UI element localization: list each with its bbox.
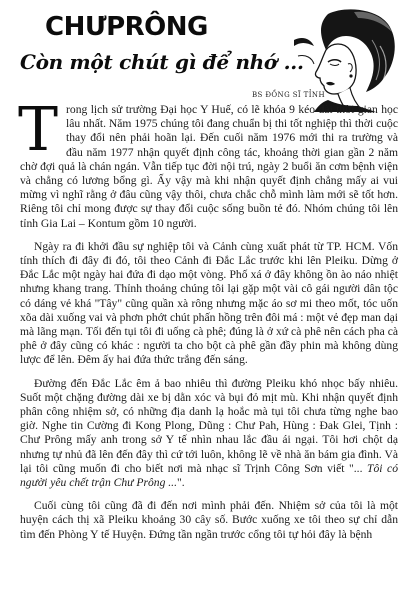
paragraph-3	[20, 377, 398, 491]
paragraph-3-end: ".	[176, 476, 185, 490]
article-title: CHƯPRÔNG	[45, 12, 208, 42]
song-quote: Tôi có người yêu chết trận Chư Prông ...	[20, 461, 398, 490]
article-byline: BS ĐỒNG SĨ TỈNH	[252, 91, 325, 99]
paragraph-4: Cuối cùng tôi cũng đã đi đến nơi mình phải đến. Nhiệm sở của tôi là một huyện cách thị xã Pleiku khoảng 30 cây số. Bước xuống xe tôi theo sự chỉ dẫn tìm đến Phòng Y tế Huyện. Đứng tần ngần trước cổng tôi tự hỏi đây là bệnh	[20, 499, 398, 541]
paragraph-3-text: Đường đến Đắc Lắc êm ả bao nhiêu thì đường Pleiku khó nhọc bấy nhiêu. Suốt một chặng đường dài xe bị dằn xóc và bụi đỏ mịt mù. Khi nhận quyết định phân công nhiệm sở, có những địa danh lạ hoắc mà tụi tôi chưa từng nghe bao giờ. Nghe tin Cường đi Kong Plong, Dũng : Chư Pah, Hùng : Đak Glei, Tịnh : Chư Prông mấy anh trong sở Y tế nhìn nhau lắc đầu ái ngại. Tôi hơi chột dạ nhưng tự nhủ đã lên đến đây thì cứ tới luôn, không lẽ về nhà ăn bám gia đình. Và lại tôi cũng muốn đi cho biết nơi mà nhạc sĩ Trịnh Công Sơn viết "...	[20, 376, 398, 475]
paragraph-1-text: rong lịch sử trường Đại học Y Huế, có lẽ khóa 9 kéo dài thời gian học lâu nhất. Năm 1975 chúng tôi đang chuẩn bị thi tốt nghiệp thì thời cuộc thay đổi nên phải hoãn lại. Đến cuối năm 1976 mới thi ra trường và đầu năm 1977 nhận quyết định công tác, khoảng thời gian gần 2 năm chờ đợi quả là chán ngán. Vẫn tiếp tục đời nội trú, ngày 2 buổi ăn cơm bệnh viện và chẳng có lương bổng gì. Ấy vậy mà khi nhận quyết định chẳng mấy ai vui mừng vì nghĩ rằng ở đâu cũng vậy thôi, chưa chắc chỗ mình làm mới sẽ tốt hơn. Riêng tôi chỉ mong được sự thay đổi cuộc sống buồn tẻ đó. Nhóm chúng tôi lên tỉnh Gia Lai – Kontum gồm 10 người.	[20, 103, 398, 230]
drop-cap: T	[18, 95, 59, 165]
article-subtitle: Còn một chút gì để nhớ ...	[20, 50, 304, 74]
woman-portrait-illustration	[284, 6, 402, 112]
article-header	[0, 0, 416, 112]
paragraph-2: Ngày ra đi khởi đầu sự nghiệp tôi và Cảnh cùng xuất phát từ TP. HCM. Vốn tính thích đi đây đi đó, tôi theo Cảnh đi Đắc Lắc trước khi lên Pleiku. Dừng ở Đắc Lắc một ngày hai đứa đi dạo một vòng. Phố xá ở đây không ồn ào náo nhiệt nhưng khang trang. Thỉnh thoảng chúng tôi lại gặp một vài cô gái người dân tộc có dáng vẻ khá "Tây" cũng quần xà rông nhưng mặc áo sơ mi theo mốt, tóc uốn xõa dài xuống vai và phơn phớt chút phấn hồng trên đôi má : một vẻ đẹp man dại mà lãng mạn. Tối đến tụi tôi đi uống cà phê; đúng là ở xứ cà phê nên cách pha cà phê ở đây cũng có khác : người ta cho bột cà phê gần đầy phin mà không dùng lược để lên. Đêm ấy hai đứa thức trắng đến sáng.	[20, 239, 398, 367]
